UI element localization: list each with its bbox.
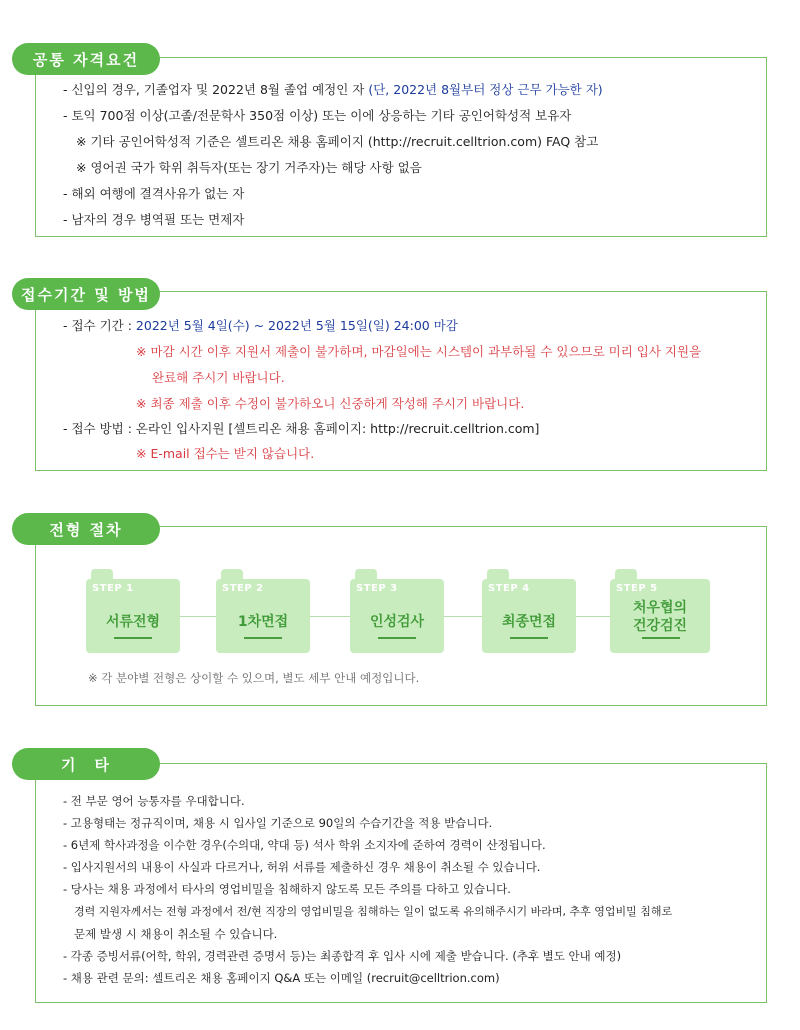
step-connector — [576, 616, 610, 617]
step-name: 최종면접 — [501, 614, 557, 630]
step-underline — [378, 637, 416, 639]
process-title: 전형 절차 — [12, 513, 160, 545]
etc-line-9: - 채용 관련 문의: 셀트리온 채용 홈페이지 Q&A 또는 이메일 (recruit@celltrion.com) — [63, 971, 500, 985]
etc-line-4: - 입사지원서의 내용이 사실과 다르거나, 허위 서류를 제출하신 경우 채용이 취소될 수 있습니다. — [63, 860, 541, 874]
step-4 — [482, 579, 576, 653]
qualifications-title: 공통 자격요건 — [12, 43, 160, 75]
step-label: STEP 5 — [616, 583, 658, 594]
step-1 — [86, 579, 180, 653]
etc-title: 기 타 — [12, 748, 160, 780]
etc-line-8: - 각종 증빙서류(어학, 학위, 경력관련 증명서 등)는 최종합격 후 입사 시에 제출 받습니다. (추후 별도 안내 예정) — [63, 949, 622, 963]
step-underline — [510, 637, 548, 639]
qual-line-3: ※ 기타 공인어학성적 기준은 셀트리온 채용 홈페이지 (http://recruit.celltrion.com) FAQ 참고 — [76, 134, 599, 149]
step-underline — [642, 637, 680, 639]
app-line-6: ※ E-mail 접수는 받지 않습니다. — [136, 446, 315, 461]
app-line-1: - 접수 기간 : 2022년 5월 4일(수) ~ 2022년 5월 15일(일) 24:00 마감 — [63, 318, 458, 333]
etc-line-5: - 당사는 채용 과정에서 타사의 영업비밀을 침해하지 않도록 모든 주의를 다하고 있습니다. — [63, 882, 511, 896]
process-note: ※ 각 분야별 전형은 상이할 수 있으며, 별도 세부 안내 예정입니다. — [88, 671, 420, 685]
step-connector — [310, 616, 350, 617]
app-line-4: ※ 최종 제출 이후 수정이 불가하오니 신중하게 작성해 주시기 바랍니다. — [136, 396, 525, 411]
step-label: STEP 2 — [222, 583, 264, 594]
step-underline — [114, 637, 152, 639]
step-underline — [244, 637, 282, 639]
qual-line-1: - 신입의 경우, 기졸업자 및 2022년 8월 졸업 예정인 자 (단, 2022년 8월부터 정상 근무 가능한 자) — [63, 82, 603, 97]
qual-line-2: - 토익 700점 이상(고졸/전문학사 350점 이상) 또는 이에 상응하는 기타 공인어학성적 보유자 — [63, 108, 572, 123]
step-name-line-1: 처우협의 — [632, 600, 688, 616]
step-5 — [610, 579, 710, 653]
step-label: STEP 3 — [356, 583, 398, 594]
app-line-2: ※ 마감 시간 이후 지원서 제출이 불가하며, 마감일에는 시스템이 과부하될 수 있으므로 미리 입사 지원을 — [136, 344, 702, 359]
step-label: STEP 4 — [488, 583, 530, 594]
etc-line-1: - 전 부문 영어 능통자를 우대합니다. — [63, 794, 245, 808]
qual-line-5: - 해외 여행에 결격사유가 없는 자 — [63, 186, 245, 201]
step-name-line-2: 건강검진 — [632, 618, 688, 634]
etc-line-2: - 고용형태는 정규직이며, 채용 시 입사일 기준으로 90일의 수습기간을 적용 받습니다. — [63, 816, 493, 830]
step-name: 서류전형 — [105, 614, 161, 630]
step-label: STEP 1 — [92, 583, 134, 594]
step-name: 인성검사 — [369, 614, 425, 630]
step-connector — [180, 616, 216, 617]
etc-line-3: - 6년제 학사과정을 이수한 경우(수의대, 약대 등) 석사 학위 소지자에 준하여 경력이 산정됩니다. — [63, 838, 546, 852]
app-line-3: 완료해 주시기 바랍니다. — [152, 370, 285, 385]
step-connector — [444, 616, 482, 617]
app-line-5: - 접수 방법 : 온라인 입사지원 [셀트리온 채용 홈페이지: http://recruit.celltrion.com] — [63, 421, 540, 436]
qual-line-6: - 남자의 경우 병역필 또는 면제자 — [63, 212, 245, 227]
qual-line-4: ※ 영어권 국가 학위 취득자(또는 장기 거주자)는 해당 사항 없음 — [76, 160, 422, 175]
etc-line-7: 문제 발생 시 채용이 취소될 수 있습니다. — [74, 927, 278, 941]
step-name: 1차면접 — [237, 614, 289, 630]
application-title: 접수기간 및 방법 — [12, 278, 160, 310]
step-3 — [350, 579, 444, 653]
etc-line-6: 경력 지원자께서는 전형 과정에서 전/현 직장의 영업비밀을 침해하는 일이 없도록 유의해주시기 바라며, 추후 영업비밀 침해로 — [74, 905, 673, 918]
step-2 — [216, 579, 310, 653]
